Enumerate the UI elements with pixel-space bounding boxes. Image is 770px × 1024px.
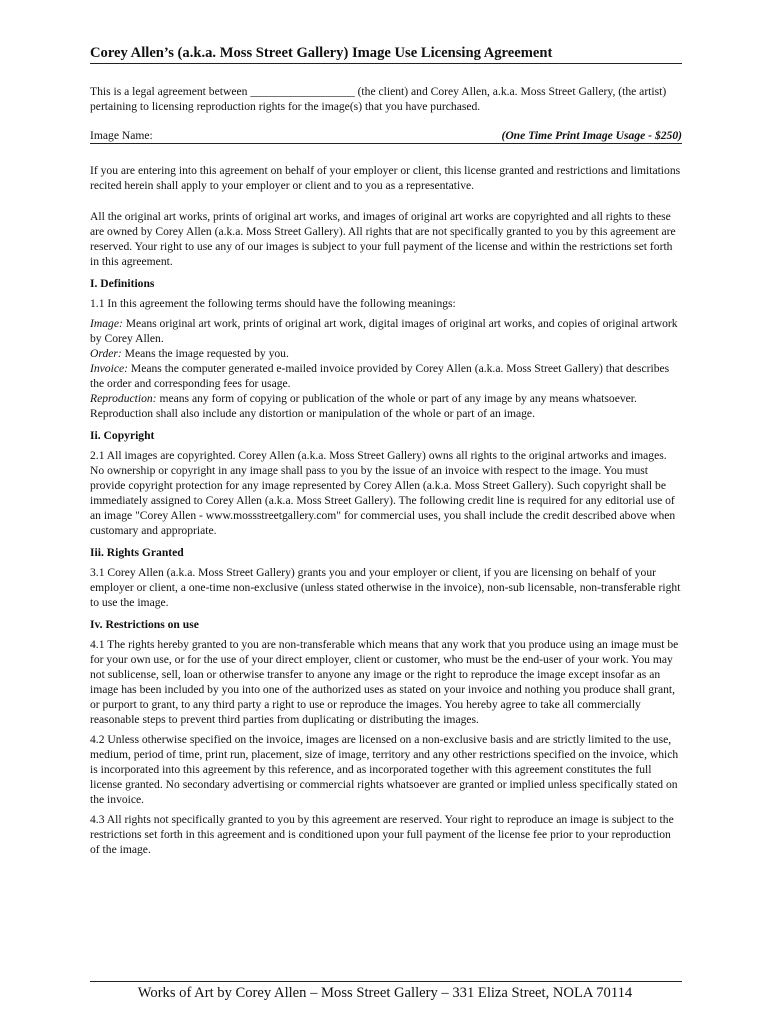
- document-page: [90, 44, 682, 1014]
- section-heading-restrictions: Iv. Restrictions on use: [90, 618, 199, 631]
- definition-text: Means the image requested by you.: [121, 347, 289, 360]
- definition-text: Means original art work, prints of original art work, digital images of original art works, and copies of original artwork by Corey Allen.: [90, 317, 678, 345]
- page-footer: Works of Art by Corey Allen – Moss Street Gallery – 331 Eliza Street, NOLA 70114: [137, 985, 633, 1001]
- behalf-paragraph: If you are entering into this agreement on behalf of your employer or client, this license granted and restrictions and limitations recited herein shall apply to your employer or client and to you as a representative.: [90, 164, 681, 192]
- section-heading-copyright: Ii. Copyright: [90, 429, 155, 442]
- image-usage-price: (One Time Print Image Usage - $250): [501, 129, 682, 142]
- definitions-list: [90, 316, 682, 421]
- intro-text-start: This is a legal agreement between: [90, 85, 251, 98]
- intro-paragraph: [90, 84, 682, 114]
- footer-divider: [90, 981, 682, 982]
- restrictions-paragraph-1: 4.1 The rights hereby granted to you are non-transferable which means that any work that you produce using an image must be for your own use, or for the use of your direct employer, client or customer, who must be the end-user of your work. You may not sublicense, sell, loan or otherwise transfer to anyone any image or the right to reproduce the image except insofar as an image has been included by you into one of the authorized uses as stated on your invoice and nothing you produce shall grant, or purport to grant, to any third party a right to use or reproduce the images. You hereby agree to take all commercially reasonable steps to prevent third parties from duplicating or distributing the images.: [90, 638, 679, 726]
- definition-term: Order:: [90, 347, 122, 360]
- client-name-blank: __________________: [250, 85, 355, 98]
- definition-reproduction: [90, 391, 682, 421]
- section-heading-rights: Iii. Rights Granted: [90, 546, 184, 559]
- definition-term: Image:: [90, 317, 123, 330]
- definition-text: Means the computer generated e-mailed invoice provided by Corey Allen (a.k.a. Moss Street Gallery) that describes the order and corresponding fees for usage.: [90, 362, 670, 390]
- restrictions-paragraph-3: 4.3 All rights not specifically granted to you by this agreement are reserved. Your right to reproduce an image is subject to the restrictions set forth in this agreement and is conditioned upon your full payment of the license fee prior to your reproduction of the image.: [90, 813, 674, 856]
- definition-text: means any form of copying or publication of the whole or part of any image by any means whatsoever. Reproduction shall also include any distortion or manipulation of the whole or part of an image.: [90, 392, 637, 420]
- copyright-ownership-paragraph: All the original art works, prints of original art works, and images of original art works are copyrighted and all rights to these are owned by Corey Allen (a.k.a. Moss Street Gallery). All rights that are not specifically granted to you by this agreement are reserved. Your right to use any of our images is subject to your full payment of the license and within the restrictions set forth in this agreement.: [90, 210, 676, 268]
- restrictions-paragraph-2: 4.2 Unless otherwise specified on the invoice, images are licensed on a non-exclusive basis and are strictly limited to the use, medium, period of time, print run, placement, size of image, territory and any other restrictions specified on the invoice, which is incorporated into this agreement by this reference, and as incorporated together with this agreement constitutes the full license granted. No secondary advertising or commercial rights whatsoever are granted or implied unless specifically stated on the invoice.: [90, 733, 679, 806]
- rights-paragraph: 3.1 Corey Allen (a.k.a. Moss Street Gallery) grants you and your employer or client, if you are licensing on behalf of your employer or client, a one-time non-exclusive (unless stated otherwise in the invoice), non-sub licensable, non-transferable right to use the image.: [90, 566, 681, 609]
- intro-text-end: (the client) and Corey Allen, a.k.a. Moss Street Gallery, (the artist) pertaining to licensing reproduction rights for the image(s) that you have purchased.: [90, 85, 667, 113]
- definition-invoice: [90, 361, 682, 391]
- document-title: Corey Allen’s (a.k.a. Moss Street Gallery) Image Use Licensing Agreement: [90, 44, 682, 64]
- copyright-paragraph: 2.1 All images are copyrighted. Corey Allen (a.k.a. Moss Street Gallery) owns all rights to the original artworks and images. No ownership or copyright in any image shall pass to you by the issue of an invoice with respect to the image. You must provide copyright protection for any image represented by Corey Allen (a.k.a. Moss Street Gallery). Such copyright shall be immediately assigned to Corey Allen (a.k.a. Moss Street Gallery). The following credit line is required for any editorial use of an image "Corey Allen - www.mossstreetgallery.com" for commercial uses, you shall include the credit described above when customary and appropriate.: [90, 449, 676, 537]
- section-heading-definitions: I. Definitions: [90, 277, 155, 290]
- definition-term: Reproduction:: [90, 392, 157, 405]
- definition-image: [90, 316, 682, 346]
- image-name-row: [90, 128, 682, 144]
- definition-order: [90, 346, 682, 361]
- definitions-intro: 1.1 In this agreement the following terms should have the following meanings:: [90, 297, 456, 310]
- definition-term: Invoice:: [90, 362, 128, 375]
- image-name-label: Image Name:: [90, 129, 153, 142]
